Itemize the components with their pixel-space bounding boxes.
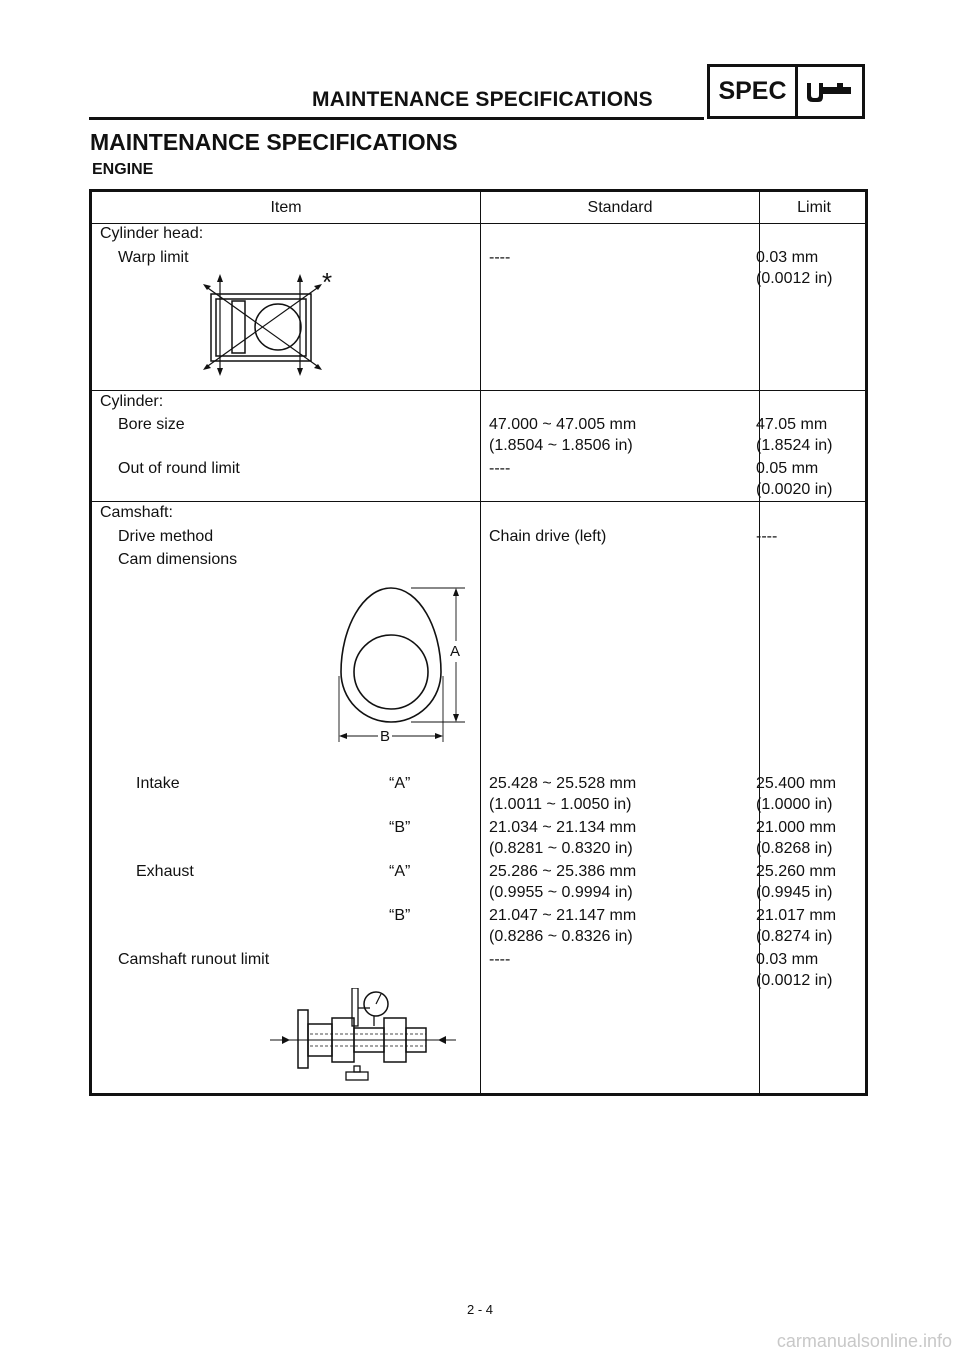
wrench-icon [798,67,862,116]
cylinder-head-warp-figure [200,267,340,378]
exhaust-a-standard: 25.286 ~ 25.386 mm [489,863,637,880]
spec-label: SPEC [710,67,798,116]
cam-dimensions-label: Cam dimensions [118,551,238,568]
exhaust-b-standard: 21.047 ~ 21.147 mm [489,907,637,924]
section-engine: ENGINE [92,161,154,178]
camshaft-title: Camshaft: [100,504,173,521]
exhaust-a-dim: “A” [389,863,411,880]
header-rule [89,117,704,120]
row-divider [92,390,865,391]
intake-a-dim: “A” [389,775,411,792]
exhaust-b-limit: 21.017 mm [756,907,837,924]
intake-b-limit: 21.000 mm [756,819,837,836]
intake-a-standard-in: (1.0011 ~ 1.0050 in) [489,796,632,813]
exhaust-a-limit-in: (0.9945 in) [756,884,833,901]
column-header-standard: Standard [587,199,653,216]
cam-lobe-figure [327,584,472,754]
runout-limit-value-in: (0.0012 in) [756,972,833,989]
out-of-round-standard: ---- [489,460,511,477]
bore-size-limit-in: (1.8524 in) [756,437,833,454]
intake-b-standard-in: (0.8281 ~ 0.8320 in) [489,840,633,857]
intake-b-dim: “B” [389,819,411,836]
exhaust-b-standard-in: (0.8286 ~ 0.8326 in) [489,928,633,945]
warp-limit-value-in: (0.0012 in) [756,270,833,287]
exhaust-a-limit: 25.260 mm [756,863,837,880]
warp-limit-label: Warp limit [118,249,189,266]
runout-limit-label: Camshaft runout limit [118,951,270,968]
bore-size-standard: 47.000 ~ 47.005 mm [489,416,637,433]
cylinder-title: Cylinder: [100,393,164,410]
exhaust-label: Exhaust [136,863,194,880]
camshaft-runout-figure [266,988,461,1083]
warp-limit-value: 0.03 mm [756,249,819,266]
spec-table [89,189,868,1096]
row-divider [92,501,865,502]
intake-b-standard: 21.034 ~ 21.134 mm [489,819,637,836]
exhaust-b-dim: “B” [389,907,411,924]
header-divider [92,223,865,224]
bore-size-label: Bore size [118,416,185,433]
runout-limit-value: 0.03 mm [756,951,819,968]
exhaust-b-limit-in: (0.8274 in) [756,928,833,945]
running-header-title: MAINTENANCE SPECIFICATIONS [312,88,653,111]
intake-a-limit: 25.400 mm [756,775,837,792]
warp-limit-standard: ---- [489,249,511,266]
dimension-label-b: B [380,728,391,745]
intake-a-standard: 25.428 ~ 25.528 mm [489,775,637,792]
intake-label: Intake [136,775,180,792]
out-of-round-limit-in: (0.0020 in) [756,481,833,498]
drive-method-standard: Chain drive (left) [489,528,607,545]
bore-size-limit: 47.05 mm [756,416,828,433]
page-title: MAINTENANCE SPECIFICATIONS [90,129,458,155]
column-divider [480,192,481,1093]
figure-asterisk: * [322,267,333,297]
page-number: 2 - 4 [466,1302,493,1317]
column-header-limit: Limit [797,199,831,216]
drive-method-label: Drive method [118,528,214,545]
out-of-round-limit: 0.05 mm [756,460,819,477]
intake-a-limit-in: (1.0000 in) [756,796,833,813]
bore-size-standard-in: (1.8504 ~ 1.8506 in) [489,437,633,454]
exhaust-a-standard-in: (0.9955 ~ 0.9994 in) [489,884,633,901]
cylinder-head-title: Cylinder head: [100,225,204,242]
drive-method-limit: ---- [756,528,778,545]
spec-badge [707,64,865,119]
out-of-round-label: Out of round limit [118,460,240,477]
intake-b-limit-in: (0.8268 in) [756,840,833,857]
runout-limit-standard: ---- [489,951,511,968]
watermark: carmanualsonline.info [776,1331,952,1351]
column-header-item: Item [270,199,302,216]
dimension-label-a: A [450,643,461,660]
